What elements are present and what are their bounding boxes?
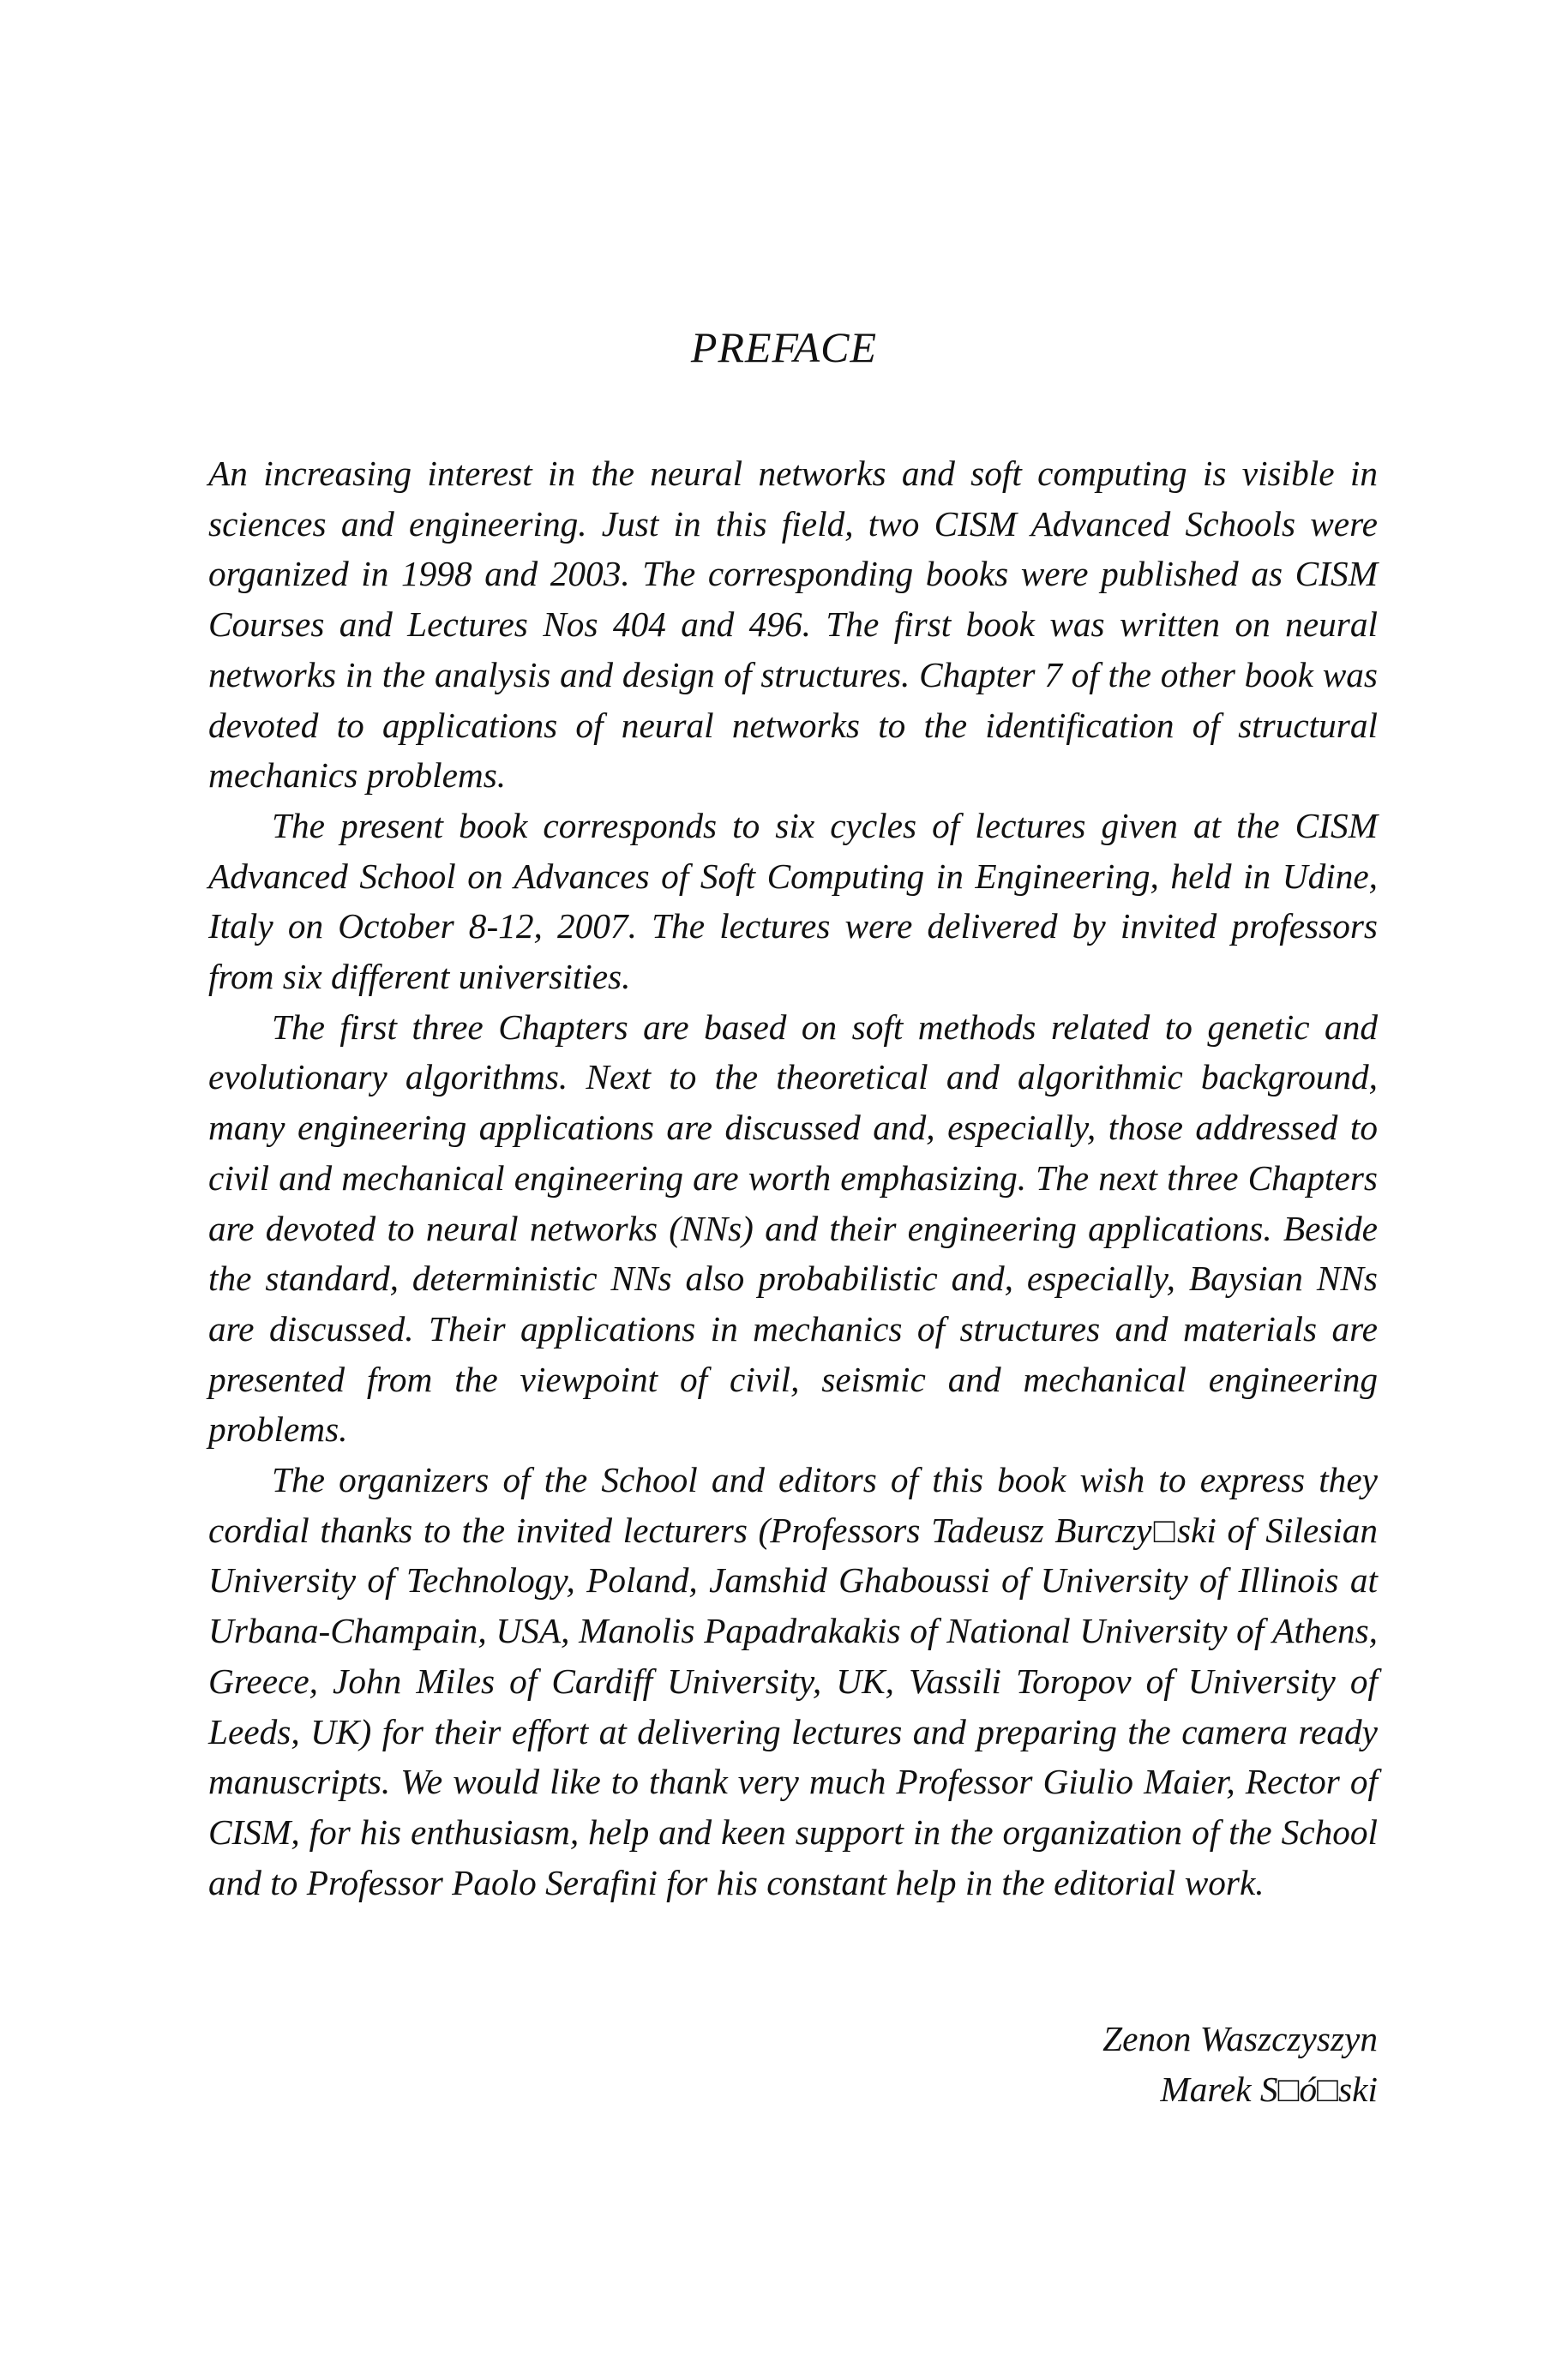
paragraph-chapters: The first three Chapters are based on soft methods related to genetic and evolutionary algorithms. Next to the theoretical and algorithmic background, many engineering applications are discussed and, especially, those addressed to civil and mechanical engineering are worth emphasizing. The next three Chapters are devoted to neural networks (NNs) and their engineering applications. Beside the standard, deterministic NNs also probabilistic and, especially, Baysian NNs are discussed. Their applications in mechanics of structures and materials are presented from the viewpoint of civil, seismic and mechanical engineering problems.: [208, 1006, 1378, 1450]
paragraph-intro: An increasing interest in the neural networks and soft computing is visible in sciences and engineering. Just in this field, two CISM Advanced Schools were organized in 1998 and 2003. The corresponding books were published as CISM Courses and Lectures Nos 404 and 496. The first book was written on neural networks in the analysis and design of structures. Chapter 7 of the other book was devoted to applications of neural networks to the identification of structural mechanics problems.: [208, 454, 1378, 796]
preface-body: [208, 448, 1378, 1907]
page-title: PREFACE: [690, 323, 878, 371]
signature-block: [1102, 2014, 1378, 2114]
signature-editor-2: Marek S□ó□ski: [1160, 2069, 1378, 2109]
paragraph-present-book: The present book corresponds to six cycles of lectures given at the CISM Advanced School on Advances of Soft Computing in Engineering, held in Udine, Italy on October 8-12, 2007. The lectures were delivered by invited professors from six different universities.: [208, 805, 1378, 997]
paragraph-acknowledgements: The organizers of the School and editors of this book wish to express they cordial thanks to the invited lecturers (Professors Tadeusz Burczy□ski of Silesian University of Technology, Poland, Jamshid Ghaboussi of University of Illinois at Urbana-Champain, USA, Manolis Papadrakakis of National University of Athens, Greece, John Miles of Cardiff University, UK, Vassili Toropov of University of Leeds, UK) for their effort at delivering lectures and preparing the camera ready manuscripts. We would like to thank very much Professor Giulio Maier, Rector of CISM, for his enthusiasm, help and keen support in the organization of the School and to Professor Paolo Serafini for his constant help in the editorial work.: [208, 1460, 1378, 1902]
signature-editor-1: Zenon Waszczyszyn: [1102, 2019, 1378, 2058]
